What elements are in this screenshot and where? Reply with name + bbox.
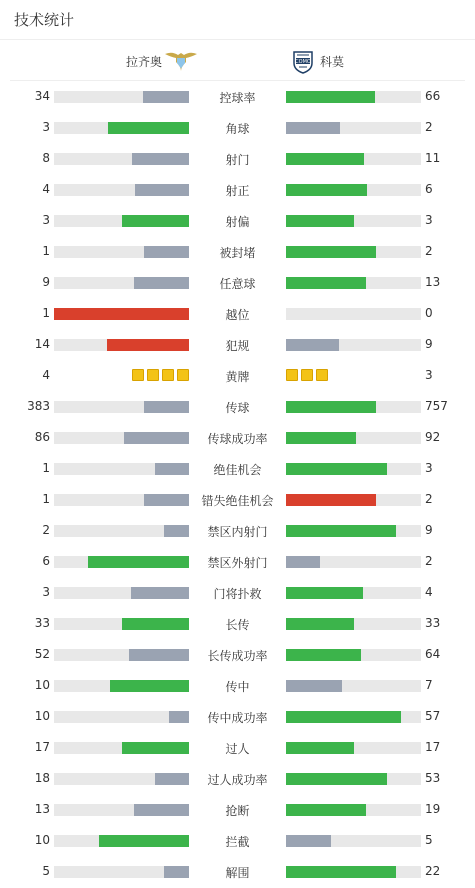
home-stat-bar [132,153,189,165]
away-stat-bar [286,122,340,134]
yellow-card-icon [301,369,313,381]
away-stat-bar [286,246,376,258]
away-stat-bar [286,463,387,475]
stat-row [0,856,475,887]
home-stat-value: 14 [34,337,50,351]
home-stat-value: 10 [34,678,50,692]
home-stat-bar-track [54,153,189,165]
away-stat-bar-track [286,494,421,506]
home-stat-value: 17 [34,740,50,754]
home-stat-bar-track [54,184,189,196]
away-stat-value: 17 [425,740,441,754]
away-stat-bar-track [286,649,421,661]
stat-label: 拦截 [225,835,250,849]
away-stat-bar-track [286,184,421,196]
stat-label: 门将扑救 [213,587,262,601]
away-stat-value: 2 [425,492,433,506]
home-stat-bar [129,649,189,661]
yellow-card-icon [286,369,298,381]
home-stat-bar-track [54,308,189,320]
teams-header [10,41,465,81]
stat-row [0,143,475,174]
home-stat-bar [88,556,189,568]
stat-label: 黄牌 [225,370,250,384]
home-stat-value: 3 [42,213,50,227]
home-stat-value: 9 [42,275,50,289]
away-stat-bar [286,91,375,103]
home-stat-bar-track [54,618,189,630]
away-stat-value: 2 [425,554,433,568]
home-stat-bar-track [54,866,189,878]
home-stat-value: 1 [42,492,50,506]
home-stat-bar-track [54,277,189,289]
home-stat-bar-track [54,711,189,723]
away-stat-bar [286,711,401,723]
away-stat-bar [286,494,376,506]
home-stat-bar [155,773,189,785]
stat-row [0,577,475,608]
away-stat-bar [286,835,331,847]
away-stat-value: 9 [425,337,433,351]
stat-label: 禁区内射门 [207,525,268,539]
stat-row [0,515,475,546]
away-stat-value: 92 [425,430,441,444]
home-stat-bar [122,618,190,630]
home-stat-bar-track [54,649,189,661]
away-stat-bar [286,866,396,878]
away-stat-bar [286,649,361,661]
stat-label: 控球率 [219,91,256,105]
home-stat-bar-track [54,122,189,134]
stat-row [0,267,475,298]
away-stat-bar-track [286,525,421,537]
away-stat-value: 13 [425,275,441,289]
away-stat-value: 19 [425,802,441,816]
home-yellow-cards [132,369,189,381]
lazio-eagle-logo-icon [164,50,198,76]
home-stat-bar [54,308,189,320]
home-stat-value: 1 [42,461,50,475]
home-stat-bar [169,711,189,723]
away-stat-bar [286,587,363,599]
stat-row [0,329,475,360]
away-stat-value: 9 [425,523,433,537]
stat-label: 传中 [225,680,250,694]
como-crest-logo-icon [292,50,314,78]
away-stat-value: 64 [425,647,441,661]
away-stat-bar-track [286,246,421,258]
away-stat-bar-track [286,804,421,816]
home-stat-bar-track [54,773,189,785]
stat-row [0,112,475,143]
away-stat-value: 3 [425,461,433,475]
home-stat-value: 86 [34,430,50,444]
yellow-card-icon [316,369,328,381]
stat-label: 被封堵 [219,246,256,260]
home-stat-value: 18 [34,771,50,785]
home-stat-bar [124,432,189,444]
home-stat-value: 2 [42,523,50,537]
away-yellow-cards [286,369,328,381]
home-stat-value: 4 [42,368,50,382]
away-stat-bar [286,525,396,537]
home-stat-bar-track [54,91,189,103]
away-stat-value: 7 [425,678,433,692]
stat-row [0,81,475,112]
away-stat-value: 2 [425,244,433,258]
home-stat-value: 1 [42,244,50,258]
home-stat-bar-track [54,804,189,816]
stat-label: 射偏 [225,215,250,229]
away-stat-value: 757 [425,399,448,413]
stat-row [0,546,475,577]
home-stat-bar-track [54,835,189,847]
yellow-card-icon [147,369,159,381]
home-stat-bar [135,184,189,196]
stat-label: 传球成功率 [207,432,268,446]
away-stat-bar [286,680,342,692]
home-stat-bar [164,525,189,537]
como-logo-text: COMO [295,59,311,65]
stat-row [0,236,475,267]
away-stat-value: 11 [425,151,441,165]
home-stat-bar-track [54,494,189,506]
stat-row [0,794,475,825]
stat-label: 长传 [225,618,250,632]
away-stat-bar [286,742,354,754]
yellow-card-icon [132,369,144,381]
stat-label: 射门 [225,153,250,167]
away-stat-bar [286,153,364,165]
away-stat-bar [286,773,387,785]
home-stat-value: 34 [34,89,50,103]
away-stat-bar-track [286,773,421,785]
home-stat-value: 3 [42,585,50,599]
away-stat-bar-track [286,618,421,630]
away-stat-bar [286,401,376,413]
stat-row [0,732,475,763]
stat-label: 越位 [225,308,250,322]
home-stat-value: 6 [42,554,50,568]
home-stat-bar [108,122,189,134]
stats-list [0,81,475,887]
home-stat-bar [144,246,189,258]
away-stat-bar [286,277,366,289]
stat-row [0,422,475,453]
away-stat-value: 33 [425,616,441,630]
home-stat-value: 383 [27,399,50,413]
home-stat-bar-track [54,680,189,692]
away-stat-bar-track [286,153,421,165]
stat-label: 射正 [225,184,250,198]
stat-row [0,391,475,422]
stat-row [0,825,475,856]
home-stat-bar [144,401,189,413]
away-stat-value: 5 [425,833,433,847]
away-stat-value: 53 [425,771,441,785]
home-stat-bar [122,742,190,754]
away-stat-bar-track [286,215,421,227]
away-stat-bar [286,618,354,630]
stat-label: 解围 [225,866,250,880]
stat-label: 禁区外射门 [207,556,268,570]
away-stat-bar-track [286,463,421,475]
stat-label: 过人成功率 [207,773,268,787]
stat-label: 过人 [225,742,250,756]
away-stat-bar-track [286,742,421,754]
stat-label: 传球 [225,401,250,415]
page-title: 技术统计 [14,11,75,29]
home-team-name: 拉齐奥 [126,55,163,69]
away-stat-bar [286,215,354,227]
home-stat-bar [134,277,189,289]
away-stat-bar-track [286,835,421,847]
stat-row [0,174,475,205]
home-stat-value: 10 [34,833,50,847]
stat-row [0,608,475,639]
away-stat-bar-track [286,91,421,103]
away-stat-value: 3 [425,368,433,382]
away-stat-value: 3 [425,213,433,227]
away-stat-bar [286,184,367,196]
home-stat-bar-track [54,525,189,537]
away-stat-bar-track [286,401,421,413]
home-stat-bar [131,587,189,599]
away-team-name: 科莫 [320,55,345,69]
home-stat-bar-track [54,339,189,351]
away-stat-bar-track [286,711,421,723]
home-stat-bar [134,804,189,816]
stat-row [0,453,475,484]
home-stat-bar-track [54,463,189,475]
stat-row [0,484,475,515]
stat-row [0,701,475,732]
away-stat-value: 22 [425,864,441,878]
away-stat-value: 57 [425,709,441,723]
stat-row [0,298,475,329]
away-stat-value: 2 [425,120,433,134]
away-stat-bar [286,804,366,816]
home-stat-bar-track [54,401,189,413]
home-stat-bar [144,494,189,506]
away-stat-bar-track [286,122,421,134]
home-stat-value: 8 [42,151,50,165]
away-stat-bar-track [286,556,421,568]
away-stat-bar-track [286,587,421,599]
home-stat-bar [155,463,189,475]
away-stat-value: 0 [425,306,433,320]
home-stat-bar-track [54,246,189,258]
home-stat-value: 13 [34,802,50,816]
stat-row [0,360,475,391]
stat-row [0,205,475,236]
home-stat-bar-track [54,215,189,227]
home-stat-value: 3 [42,120,50,134]
home-stat-value: 33 [34,616,50,630]
home-stat-value: 10 [34,709,50,723]
home-stat-value: 5 [42,864,50,878]
stat-label: 绝佳机会 [213,463,262,477]
away-stat-value: 4 [425,585,433,599]
stat-label: 任意球 [219,277,256,291]
home-stat-bar [107,339,189,351]
home-stat-bar [99,835,189,847]
away-stat-bar-track [286,432,421,444]
away-stat-bar [286,432,356,444]
stat-label: 长传成功率 [207,649,268,663]
home-stat-bar-track [54,587,189,599]
home-stat-bar-track [54,556,189,568]
yellow-card-icon [177,369,189,381]
home-stat-bar [164,866,189,878]
away-stat-value: 6 [425,182,433,196]
stat-row [0,670,475,701]
page-header [0,0,475,40]
away-stat-bar [286,556,320,568]
away-stat-bar-track [286,680,421,692]
stat-label: 抢断 [225,804,250,818]
stat-row [0,763,475,794]
home-stat-bar [110,680,189,692]
stat-label: 传中成功率 [207,711,268,725]
away-stat-value: 66 [425,89,441,103]
home-stat-value: 52 [34,647,50,661]
home-stat-bar [143,91,189,103]
home-stat-bar-track [54,742,189,754]
away-stat-bar [286,339,339,351]
away-stat-bar-track [286,866,421,878]
home-stat-bar [122,215,190,227]
yellow-card-icon [162,369,174,381]
stat-label: 错失绝佳机会 [201,494,274,508]
stat-label: 犯规 [225,339,250,353]
home-stat-bar-track [54,432,189,444]
away-stat-bar-track [286,277,421,289]
away-stat-bar-track [286,308,421,320]
stat-row [0,639,475,670]
home-stat-value: 4 [42,182,50,196]
stat-label: 角球 [225,122,250,136]
away-stat-bar-track [286,339,421,351]
home-stat-value: 1 [42,306,50,320]
